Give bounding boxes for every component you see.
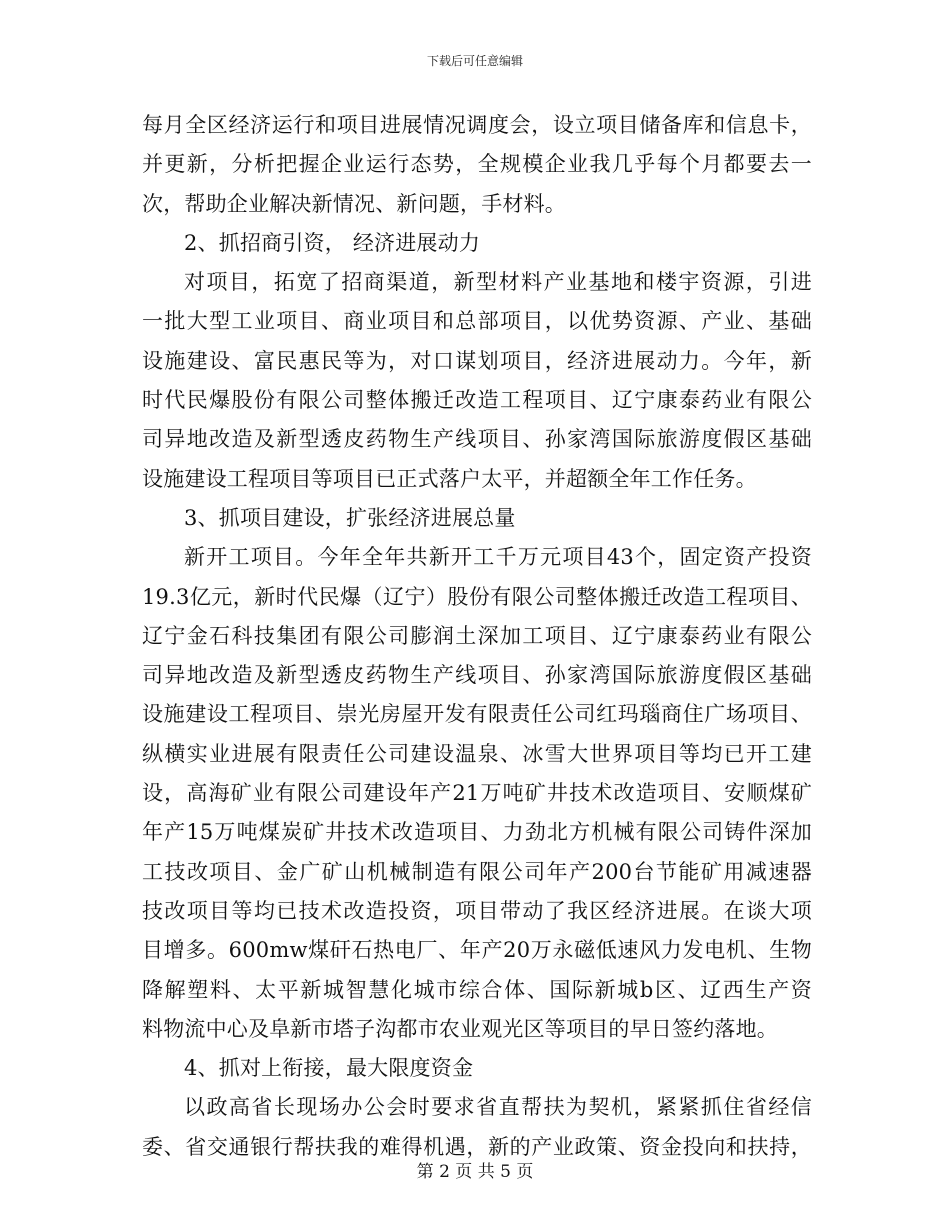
text-line: 设施建设工程项目等项目已正式落户太平，并超额全年工作任务。 [142,466,757,491]
text-line: 2、抓招商引资， 经济进展动力 [184,230,481,255]
page-number: 第 2 页 共 5 页 [416,1162,534,1182]
text-line: 每月全区经济运行和项目进展情况调度会，设立项目储备库和信息卡， [142,113,812,137]
text-line: 年产15万吨煤炭矿井技术改造项目、力劲北方机械有限公司铸件深加 [142,820,812,845]
text-line: 目增多。600mw煤矸石热电厂、年产20万永磁低速风力发电机、生物 [142,938,812,963]
text-line: 时代民爆股份有限公司整体搬迁改造工程项目、辽宁康泰药业有限公 [142,388,812,413]
text-line: 辽宁金石科技集团有限公司膨润土深加工项目、辽宁康泰药业有限公 [142,623,812,648]
text-line: 设施建设、富民惠民等为，对口谋划项目，经济进展动力。今年，新 [142,348,812,373]
text-line: 以政高省长现场办公会时要求省直帮扶为契机，紧紧抓住省经信 [184,1095,812,1120]
text-line: 设，高海矿业有限公司建设年产21万吨矿井技术改造项目、安顺煤矿 [142,781,812,806]
text-line: 工技改项目、金广矿山机械制造有限公司年产200台节能矿用减速器 [142,859,812,884]
text-line: 对项目，拓宽了招商渠道，新型材料产业基地和楼宇资源，引进 [184,270,812,295]
text-line: 设施建设工程项目、崇光房屋开发有限责任公司红玛瑙商住广场项目、 [142,702,812,727]
text-line: 料物流中心及阜新市塔子沟都市农业观光区等项目的早日签约落地。 [142,1016,778,1041]
text-line: 新开工项目。今年全年共新开工千万元项目43个，固定资产投资 [184,545,812,570]
text-line: 委、省交通银行帮扶我的难得机遇，新的产业政策、资金投向和扶持， [142,1134,812,1159]
text-line: 一批大型工业项目、商业项目和总部项目，以优势资源、产业、基础 [142,309,812,334]
text-line: 技改项目等均已技术改造投资，项目带动了我区经济进展。在谈大项 [142,898,812,923]
text-line: 4、抓对上衔接，最大限度资金 [184,1056,474,1081]
text-line: 19.3亿元，新时代民爆（辽宁）股份有限公司整体搬迁改造工程项目、 [142,584,812,609]
text-line: 3、抓项目建设，扩张经济进展总量 [184,505,516,530]
text-line: 并更新，分析把握企业运行态势，全规模企业我几乎每个月都要去一 [142,152,812,177]
page-header: 下载后可任意编辑 [426,54,523,68]
document-body [142,106,812,1167]
text-line: 次，帮助企业解决新情况、新问题，手材料。 [142,191,566,216]
text-line: 司异地改造及新型透皮药物生产线项目、孙家湾国际旅游度假区基础 [142,663,812,688]
text-line: 降解塑料、太平新城智慧化城市综合体、国际新城b区、辽西生产资 [142,977,812,1002]
text-line: 司异地改造及新型透皮药物生产线项目、孙家湾国际旅游度假区基础 [142,427,812,452]
text-line: 纵横实业进展有限责任公司建设温泉、冰雪大世界项目等均已开工建 [142,741,812,766]
